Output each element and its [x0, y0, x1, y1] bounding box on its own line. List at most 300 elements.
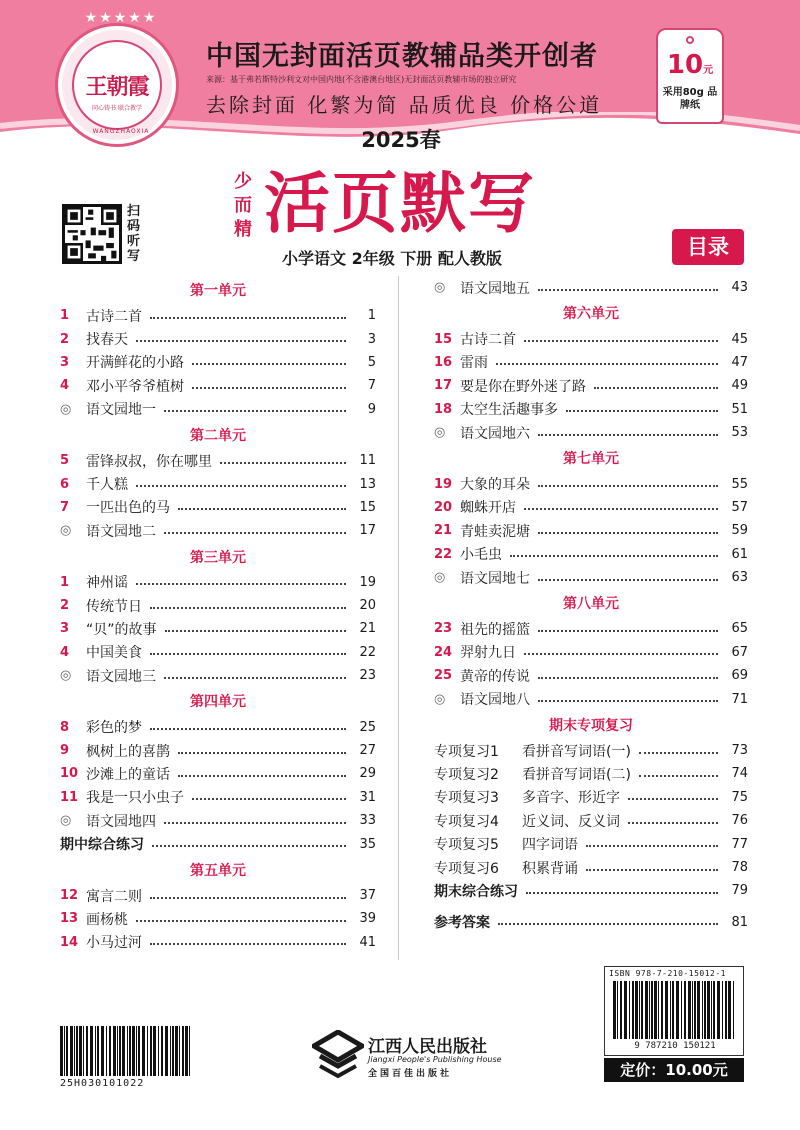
toc-row[interactable]	[434, 398, 748, 421]
toc-row-title: 近义词、反义词	[522, 813, 620, 830]
toc-row-page: 65	[731, 621, 748, 637]
toc-row-title: 语文园地八	[460, 692, 530, 709]
toc-row-title: 参考答案	[434, 915, 490, 932]
toc-row-page: 71	[731, 691, 748, 707]
toc-row-page: 75	[731, 789, 748, 805]
toc-row-title: 看拼音写词语(一)	[522, 743, 631, 760]
toc-row-number: 专项复习1	[434, 743, 499, 760]
toc-row-leader	[524, 508, 718, 510]
toc-row-symbol-icon: ◎	[434, 425, 446, 441]
toc-row[interactable]	[434, 351, 748, 374]
toc-row-title: 太空生活趣事多	[460, 402, 558, 419]
toc-row-title: 多音字、形近字	[522, 790, 620, 807]
toc-row-title: 寓言二则	[86, 888, 142, 905]
toc-row[interactable]	[60, 398, 376, 421]
barcode-bar	[165, 1026, 168, 1076]
toc-row[interactable]	[434, 762, 748, 785]
toc-row-title: 画杨桃	[86, 911, 128, 928]
toc-row[interactable]	[434, 832, 748, 855]
toc-row-leader	[538, 485, 718, 487]
toc-row-title: 沙滩上的童话	[86, 766, 170, 783]
toc-row[interactable]	[434, 566, 748, 589]
toc-row-leader	[639, 752, 718, 754]
toc-row-page: 11	[359, 453, 376, 469]
toc-row-page: 21	[359, 621, 376, 637]
toc-row-title: 黄帝的传说	[460, 668, 530, 685]
toc-row-page: 57	[731, 499, 748, 515]
toc-row-title: 小毛虫	[460, 547, 502, 564]
toc-row-page: 76	[731, 813, 748, 829]
barcode-bar	[665, 981, 668, 1039]
toc-row-page: 9	[367, 401, 376, 417]
toc-row-title: 开满鲜花的小路	[86, 355, 184, 372]
toc-row-number: 专项复习4	[434, 813, 499, 830]
toc-row[interactable]	[434, 617, 748, 640]
toc-row-leader	[164, 822, 346, 824]
toc-row-number: 专项复习5	[434, 837, 499, 854]
barcode-bar	[117, 1026, 118, 1076]
toc-row-leader	[136, 485, 346, 487]
barcode-bar	[161, 1026, 163, 1076]
barcode-bar	[725, 981, 727, 1039]
toc-row-leader	[538, 289, 718, 291]
toc-row[interactable]	[60, 449, 376, 472]
toc-badge: 目录	[672, 229, 744, 265]
toc-row[interactable]	[60, 832, 376, 855]
barcode-bar	[661, 981, 663, 1039]
tag-price	[658, 50, 722, 80]
barcode-bar	[86, 1026, 88, 1076]
toc-row[interactable]	[434, 496, 748, 519]
barcode-bar	[106, 1026, 107, 1076]
toc-row-leader	[150, 653, 346, 655]
toc-row-number: 5	[60, 453, 70, 469]
tag-price-value: 10	[666, 50, 704, 80]
toc-row-number: 11	[60, 789, 79, 805]
barcode-bar	[684, 981, 686, 1039]
toc-row[interactable]	[60, 809, 376, 832]
toc-row-number: 专项复习6	[434, 860, 499, 877]
toc-row-number: 3	[60, 354, 70, 370]
brand-ring-text: WANGZHAOXIA	[92, 128, 150, 135]
toc-row-page: 23	[359, 668, 376, 684]
toc-row-leader	[524, 340, 718, 342]
barcode-bar	[645, 981, 648, 1039]
toc-row-title: 语文园地七	[460, 570, 530, 587]
barcode-bar	[702, 981, 703, 1039]
barcode-bar	[681, 981, 682, 1039]
barcode-bar	[641, 981, 643, 1039]
toc-row-title: 积累背诵	[522, 860, 578, 877]
toc-row[interactable]	[60, 715, 376, 738]
toc-row-page: 31	[359, 789, 376, 805]
toc-row[interactable]	[60, 931, 376, 954]
toc-row-title: 我是一只小虫子	[86, 790, 184, 807]
toc-row[interactable]	[60, 304, 376, 327]
barcode-bar	[158, 1026, 159, 1076]
toc-row-number: 专项复习3	[434, 790, 499, 807]
toc-row-leader	[538, 630, 718, 632]
barcode-bar	[113, 1026, 116, 1076]
toc-row[interactable]	[434, 519, 748, 542]
toc-row-title: 语文园地二	[86, 523, 156, 540]
season-label: 2025春	[361, 128, 441, 152]
toc-row[interactable]	[60, 907, 376, 930]
toc-row-title: 语文园地五	[460, 280, 530, 297]
toc-row[interactable]	[434, 276, 748, 299]
toc-row-leader	[136, 583, 346, 585]
toc-row-number: 23	[434, 621, 453, 637]
sub-brand: 少而精	[234, 171, 252, 240]
toc-row-page: 63	[731, 570, 748, 586]
qr-code-icon[interactable]	[62, 204, 122, 264]
toc-row-number: 1	[60, 574, 70, 590]
toc-row-page: 78	[731, 860, 748, 875]
toc-row-number: 3	[60, 621, 70, 637]
toc-row-page: 22	[359, 644, 376, 660]
toc-row[interactable]	[434, 911, 748, 934]
barcode-bar	[676, 981, 679, 1039]
toc-row-page: 37	[359, 888, 376, 903]
isbn-barcode-icon	[613, 981, 737, 1039]
qr-label: 扫码听写	[127, 204, 141, 264]
toc-row-title: 中国美食	[86, 645, 142, 662]
toc-row-symbol-icon: ◎	[60, 813, 72, 829]
barcode-bar	[629, 981, 630, 1039]
toc-row-page: 73	[731, 743, 748, 759]
publisher-name: 江西人民出版社	[368, 1037, 487, 1057]
barcode-bar	[717, 981, 720, 1039]
barcode-bar	[613, 981, 616, 1039]
toc-unit-heading: 第五单元	[190, 862, 246, 879]
toc-row-leader	[178, 775, 346, 777]
toc-row-leader	[538, 677, 718, 679]
barcode-bar	[632, 981, 634, 1039]
toc-row-title: 语文园地一	[86, 402, 156, 419]
barcode-bar	[697, 981, 700, 1039]
toc-row[interactable]	[60, 884, 376, 907]
toc-row-leader	[538, 700, 718, 702]
toc-row-leader	[566, 410, 718, 412]
toc-row-leader	[150, 897, 346, 899]
toc-row[interactable]	[60, 762, 376, 785]
barcode-bar	[728, 981, 731, 1039]
toc-row-leader	[164, 410, 346, 412]
toc-row-number: 专项复习2	[434, 766, 499, 783]
toc-row[interactable]	[60, 594, 376, 617]
toc-row-symbol-icon: ◎	[60, 523, 72, 539]
toc-unit-heading: 第八单元	[563, 596, 619, 613]
barcode-bar	[651, 981, 653, 1039]
barcode-bar	[694, 981, 696, 1039]
barcode-bar	[147, 1026, 148, 1076]
isbn-text: ISBN 978-7-210-15012-1	[609, 969, 726, 978]
barcode-bar	[654, 981, 657, 1039]
toc-row-leader	[639, 775, 718, 777]
isbn-number: 9 787210 150121	[634, 1041, 716, 1051]
toc-row-leader	[150, 728, 346, 730]
barcode-bar	[109, 1026, 111, 1076]
toc-row-page: 81	[731, 914, 748, 930]
toc-row-leader	[178, 752, 346, 754]
barcode-bar	[658, 981, 659, 1039]
toc-row-leader	[164, 677, 346, 679]
toc-row-page: 15	[359, 499, 376, 515]
toc-row-leader	[220, 462, 346, 464]
toc-row-page: 49	[731, 378, 748, 394]
barcode-bar	[185, 1026, 188, 1076]
book-subtitle: 小学语文 2年级 下册 配人教版	[282, 249, 502, 268]
barcode-bar	[635, 981, 638, 1039]
barcode-bar	[722, 981, 723, 1039]
toc-row-number: 10	[60, 766, 79, 782]
toc-row-title: 期中综合练习	[60, 837, 144, 854]
logo-inner-seal	[72, 40, 162, 130]
toc-unit-heading: 第四单元	[190, 694, 246, 711]
toc-row[interactable]	[60, 496, 376, 519]
header-source-note: 来源：基于弗若斯特沙利文对中国内地(不含港澳台地区)无封面活页教辅市场的独立研究	[206, 75, 517, 84]
toc-row-page: 7	[367, 378, 376, 394]
barcode-bar	[189, 1026, 190, 1076]
toc-row[interactable]	[434, 374, 748, 397]
toc-row[interactable]	[60, 351, 376, 374]
toc-row[interactable]	[60, 374, 376, 397]
toc-row-page: 77	[731, 836, 748, 852]
toc-row-number: 24	[434, 644, 453, 660]
toc-row-page: 51	[731, 401, 748, 417]
toc-row-number: 8	[60, 719, 70, 735]
toc-row[interactable]	[60, 664, 376, 687]
toc-row-title: 蜘蛛开店	[460, 500, 516, 517]
toc-row[interactable]	[434, 543, 748, 566]
toc-row[interactable]	[434, 786, 748, 809]
tag-paper-note: 采用80g 品牌纸	[662, 87, 718, 111]
toc-row-page: 5	[367, 354, 376, 370]
barcode-bar	[97, 1026, 99, 1076]
toc-row-leader	[136, 920, 346, 922]
toc-row-page: 3	[367, 331, 376, 347]
toc-row-title: 小马过河	[86, 935, 142, 952]
logo-stars-icon: ★★★★★	[84, 10, 158, 26]
toc-row-number: 6	[60, 476, 70, 492]
toc-row-leader	[586, 845, 718, 847]
toc-row-number: 15	[434, 331, 453, 347]
toc-row-page: 20	[359, 598, 376, 614]
toc-row[interactable]	[60, 739, 376, 762]
tag-price-unit: 元	[703, 65, 714, 76]
toc-row-page: 47	[731, 354, 748, 370]
barcode-bar	[136, 1026, 137, 1076]
publisher-logo-icon	[312, 1030, 364, 1078]
toc-row[interactable]	[434, 739, 748, 762]
main-title: 活页默写	[264, 165, 536, 242]
toc-row-number: 13	[60, 911, 79, 927]
toc-row-symbol-icon: ◎	[60, 401, 72, 417]
barcode-bar	[132, 1026, 135, 1076]
toc-row[interactable]	[434, 664, 748, 687]
toc-row-leader	[510, 555, 718, 557]
toc-row-title: 找春天	[86, 332, 128, 349]
barcode-bar	[172, 1026, 174, 1076]
barcode-bar	[95, 1026, 96, 1076]
toc-row-title: 千人糕	[86, 477, 128, 494]
barcode-bar	[150, 1026, 152, 1076]
toc-row-title: 大象的耳朵	[460, 477, 530, 494]
barcode-bar	[624, 981, 627, 1039]
toc-row-page: 33	[359, 813, 376, 829]
publisher-slogan: 全国百佳出版社	[368, 1069, 453, 1079]
toc-row-title: 语文园地六	[460, 425, 530, 442]
barcode-bar	[179, 1026, 180, 1076]
toc-row[interactable]	[434, 809, 748, 832]
toc-row-title: 古诗二首	[86, 308, 142, 325]
toc-row-title: 神州谣	[86, 575, 128, 592]
barcode-bar	[175, 1026, 178, 1076]
barcode-bar	[64, 1026, 65, 1076]
barcode-bar	[60, 1026, 63, 1076]
toc-unit-heading: 第一单元	[190, 283, 246, 299]
toc-row-title: 期末综合练习	[434, 883, 518, 900]
toc-row-page: 35	[359, 836, 376, 852]
toc-gap	[434, 903, 748, 911]
toc-row-page: 29	[359, 766, 376, 782]
toc-row[interactable]	[60, 327, 376, 350]
barcode-bar	[70, 1026, 73, 1076]
barcode-bar	[672, 981, 674, 1039]
toc-row-leader	[594, 387, 718, 389]
toc-row-page: 13	[359, 476, 376, 492]
toc-row-number: 9	[60, 743, 70, 759]
barcode-bar	[707, 981, 710, 1039]
toc-row-title: 邓小平爷爷植树	[86, 378, 184, 395]
toc-row-number: 14	[60, 934, 79, 950]
toc-row-leader	[164, 532, 346, 534]
barcode-bar	[76, 1026, 78, 1076]
toc-row-title: 羿射九日	[460, 645, 516, 662]
barcode-bar	[649, 981, 650, 1039]
toc-row-number: 2	[60, 331, 70, 347]
toc-row-leader	[150, 607, 346, 609]
toc-row-number: 2	[60, 598, 70, 614]
toc-row-page: 39	[359, 911, 376, 927]
toc-row-symbol-icon: ◎	[434, 280, 446, 296]
toc-row-leader	[192, 798, 346, 800]
toc-row-leader	[538, 532, 718, 534]
toc-row-title: 古诗二首	[460, 332, 516, 349]
toc-right-column	[434, 276, 748, 934]
toc-row-title: 传统节日	[86, 598, 142, 615]
toc-row[interactable]	[434, 472, 748, 495]
price-tag	[656, 28, 724, 124]
toc-row[interactable]	[434, 687, 748, 710]
toc-row-title: 一匹出色的马	[86, 500, 170, 517]
toc-row-leader	[628, 798, 718, 800]
toc-row-page: 55	[731, 476, 748, 492]
toc-row-leader	[496, 363, 718, 365]
toc-row[interactable]	[434, 879, 748, 902]
toc-row-number: 17	[434, 378, 453, 394]
toc-row[interactable]	[60, 519, 376, 542]
toc-row[interactable]	[434, 641, 748, 664]
toc-row-number: 22	[434, 546, 453, 562]
toc-row-page: 67	[731, 644, 748, 660]
toc-row-page: 79	[731, 883, 748, 899]
toc-row-title: 语文园地三	[86, 668, 156, 685]
barcode-bar	[670, 981, 671, 1039]
toc-row-leader	[526, 892, 718, 894]
barcode-bar	[620, 981, 622, 1039]
barcode-bar	[153, 1026, 156, 1076]
barcode-bar	[142, 1026, 145, 1076]
toc-row-leader	[192, 387, 346, 389]
toc-row-page: 53	[731, 425, 748, 441]
barcode-bar	[101, 1026, 104, 1076]
barcode-bar	[122, 1026, 125, 1076]
price-label: 定价：10.00元	[604, 1058, 744, 1082]
toc-row-leader	[136, 340, 346, 342]
toc-row-title: 要是你在野外迷了路	[460, 378, 586, 395]
barcode-bar	[119, 1026, 121, 1076]
toc-row-number: 1	[60, 308, 70, 324]
barcode-bar	[692, 981, 693, 1039]
toc-row-leader	[150, 943, 346, 945]
barcode-bar	[138, 1026, 140, 1076]
toc-row-symbol-icon: ◎	[60, 668, 72, 684]
toc-row-number: 18	[434, 401, 453, 417]
product-barcode-icon	[60, 1026, 192, 1076]
toc-unit-heading: 第三单元	[190, 549, 246, 566]
barcode-bar	[688, 981, 691, 1039]
toc-row-title: 四字词语	[522, 837, 578, 854]
toc-row[interactable]	[434, 327, 748, 350]
toc-row-title: 语文园地四	[86, 813, 156, 830]
brand-name: 王朝霞	[85, 74, 149, 100]
toc-row-number: 7	[60, 499, 70, 515]
toc-row-number: 16	[434, 354, 453, 370]
toc-row-page: 61	[731, 546, 748, 562]
toc-row[interactable]	[434, 856, 748, 879]
toc-row-title: 雷雨	[460, 355, 488, 372]
barcode-bar	[733, 981, 734, 1039]
toc-row[interactable]	[60, 617, 376, 640]
toc-row-number: 4	[60, 644, 70, 660]
barcode-bar	[66, 1026, 68, 1076]
toc-row-leader	[538, 579, 718, 581]
toc-row[interactable]	[60, 571, 376, 594]
toc-row[interactable]	[60, 786, 376, 809]
toc-row-leader	[150, 317, 346, 319]
barcode-bar	[617, 981, 618, 1039]
toc-row-number: 4	[60, 378, 70, 394]
barcode-bar	[79, 1026, 82, 1076]
toc-row-page: 1	[367, 308, 376, 324]
toc-row-title: 祖先的摇篮	[460, 621, 530, 638]
barcode-bar	[83, 1026, 84, 1076]
toc-row-page: 19	[359, 574, 376, 590]
barcode-bar	[182, 1026, 184, 1076]
toc-row-leader	[498, 923, 718, 925]
product-barcode-number: 25H030101022	[60, 1078, 145, 1089]
toc-row-symbol-icon: ◎	[434, 691, 446, 707]
toc-row[interactable]	[60, 472, 376, 495]
toc-row-page: 17	[359, 523, 376, 539]
toc-row[interactable]	[434, 421, 748, 444]
toc-row-page: 41	[359, 934, 376, 950]
toc-row-leader	[628, 822, 718, 824]
toc-row-title: 雷锋叔叔，你在哪里	[86, 453, 212, 470]
toc-row[interactable]	[60, 641, 376, 664]
toc-row-leader	[524, 653, 718, 655]
